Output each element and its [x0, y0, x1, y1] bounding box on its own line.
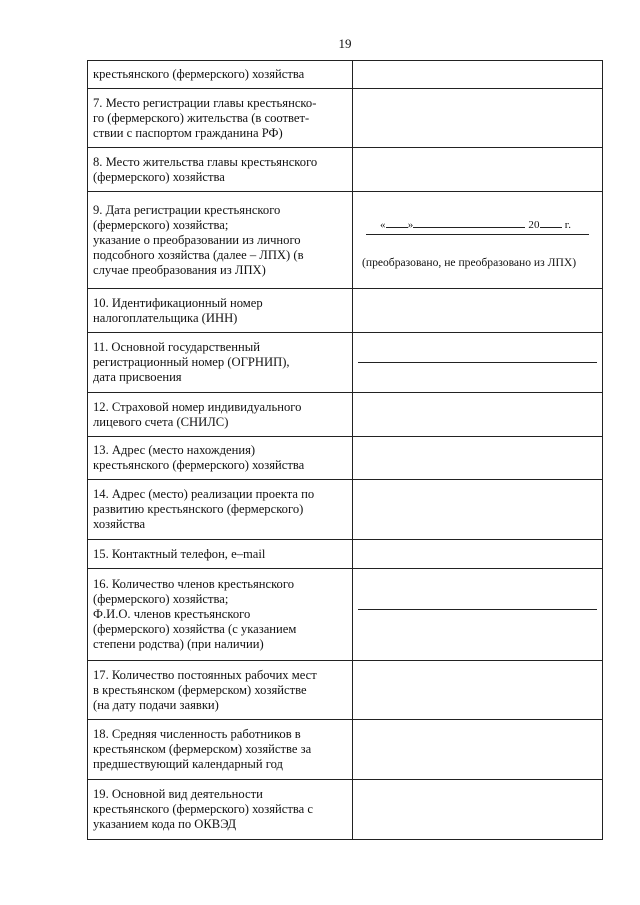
value-cell-residence[interactable] [353, 148, 603, 192]
table-row [88, 437, 603, 480]
table-row [88, 540, 603, 569]
value-cell-registration-place[interactable] [353, 89, 603, 148]
row-label-registration-place: 7. Место регистрации главы крестьянско- го (фермерского) жительства (в соответ- ствии с паспортом гражданина РФ) [88, 89, 353, 148]
date-open-quote: « [380, 218, 386, 231]
table-row [88, 480, 603, 540]
value-cell-members[interactable] [353, 569, 603, 661]
year-blank [540, 217, 562, 228]
table-row [88, 61, 603, 89]
row-label-farm-name-cont: крестьянского (фермерского) хозяйства [88, 61, 353, 89]
value-cell-permanent-jobs[interactable] [353, 661, 603, 720]
table-row [88, 148, 603, 192]
row-label-members: 16. Количество членов крестьянского (фермерского) хозяйства; Ф.И.О. членов крестьянского (фермерского) хозяйства (с указанием степени родства) (при наличии) [88, 569, 353, 661]
date-input-line[interactable] [358, 205, 597, 234]
ogrnip-date-cell[interactable] [358, 363, 597, 392]
row-label-okved: 19. Основной вид деятельности крестьянского (фермерского) хозяйства с указанием кода по ОКВЭД [88, 780, 353, 840]
members-count-cell[interactable] [358, 569, 597, 610]
value-cell-snils[interactable] [353, 393, 603, 437]
year-suffix: г. [564, 218, 572, 231]
row-label-permanent-jobs: 17. Количество постоянных рабочих мест в крестьянском (фермерском) хозяйстве (на дату подачи заявки) [88, 661, 353, 720]
table-row [88, 780, 603, 840]
table-row [88, 661, 603, 720]
table-row [88, 569, 603, 661]
row-label-residence: 8. Место жительства главы крестьянского (фермерского) хозяйства [88, 148, 353, 192]
members-names-cell[interactable] [358, 610, 597, 660]
value-cell-inn[interactable] [353, 289, 603, 333]
table-row [88, 393, 603, 437]
value-cell-farm-address[interactable] [353, 437, 603, 480]
ltp-conversion-note: (преобразовано, не преобразовано из ЛПХ) [362, 255, 577, 269]
value-cell-ogrnip[interactable] [353, 333, 603, 393]
year-prefix: 20 [528, 218, 540, 231]
row-label-registration-date: 9. Дата регистрации крестьянского (фермерского) хозяйства; указание о преобразовании из личного подсобного хозяйства (далее – ЛПХ) (в случае преобразования из ЛПХ) [88, 192, 353, 289]
table-row [88, 720, 603, 780]
row-label-avg-employees: 18. Средняя численность работников в крестьянском (фермерском) хозяйстве за предшествующий календарный год [88, 720, 353, 780]
value-cell-contacts[interactable] [353, 540, 603, 569]
row-label-farm-address: 13. Адрес (место нахождения) крестьянского (фермерского) хозяйства [88, 437, 353, 480]
page-number: 19 [338, 36, 352, 51]
date-close-quote: » [407, 218, 414, 231]
row-label-snils: 12. Страховой номер индивидуального лицевого счета (СНИЛС) [88, 393, 353, 437]
row-label-project-address: 14. Адрес (место) реализации проекта по развитию крестьянского (фермерского) хозяйства [88, 480, 353, 540]
ogrnip-number-cell[interactable] [358, 333, 597, 363]
value-cell-okved[interactable] [353, 780, 603, 840]
table-row [88, 333, 603, 393]
row-label-contacts: 15. Контактный телефон, e–mail [88, 540, 353, 569]
value-cell-farm-name[interactable] [353, 61, 603, 89]
date-template [380, 217, 571, 233]
application-form-table [87, 60, 603, 840]
table-row [88, 192, 603, 289]
table-row [88, 289, 603, 333]
value-cell-avg-employees[interactable] [353, 720, 603, 780]
month-blank [413, 217, 525, 228]
row-label-ogrnip: 11. Основной государственный регистрационный номер (ОГРНИП), дата присвоения [88, 333, 353, 393]
value-cell-project-address[interactable] [353, 480, 603, 540]
row-label-inn: 10. Идентификационный номер налогоплательщика (ИНН) [88, 289, 353, 333]
table-row [88, 89, 603, 148]
day-blank [386, 217, 408, 228]
value-cell-registration-date[interactable] [353, 192, 603, 289]
